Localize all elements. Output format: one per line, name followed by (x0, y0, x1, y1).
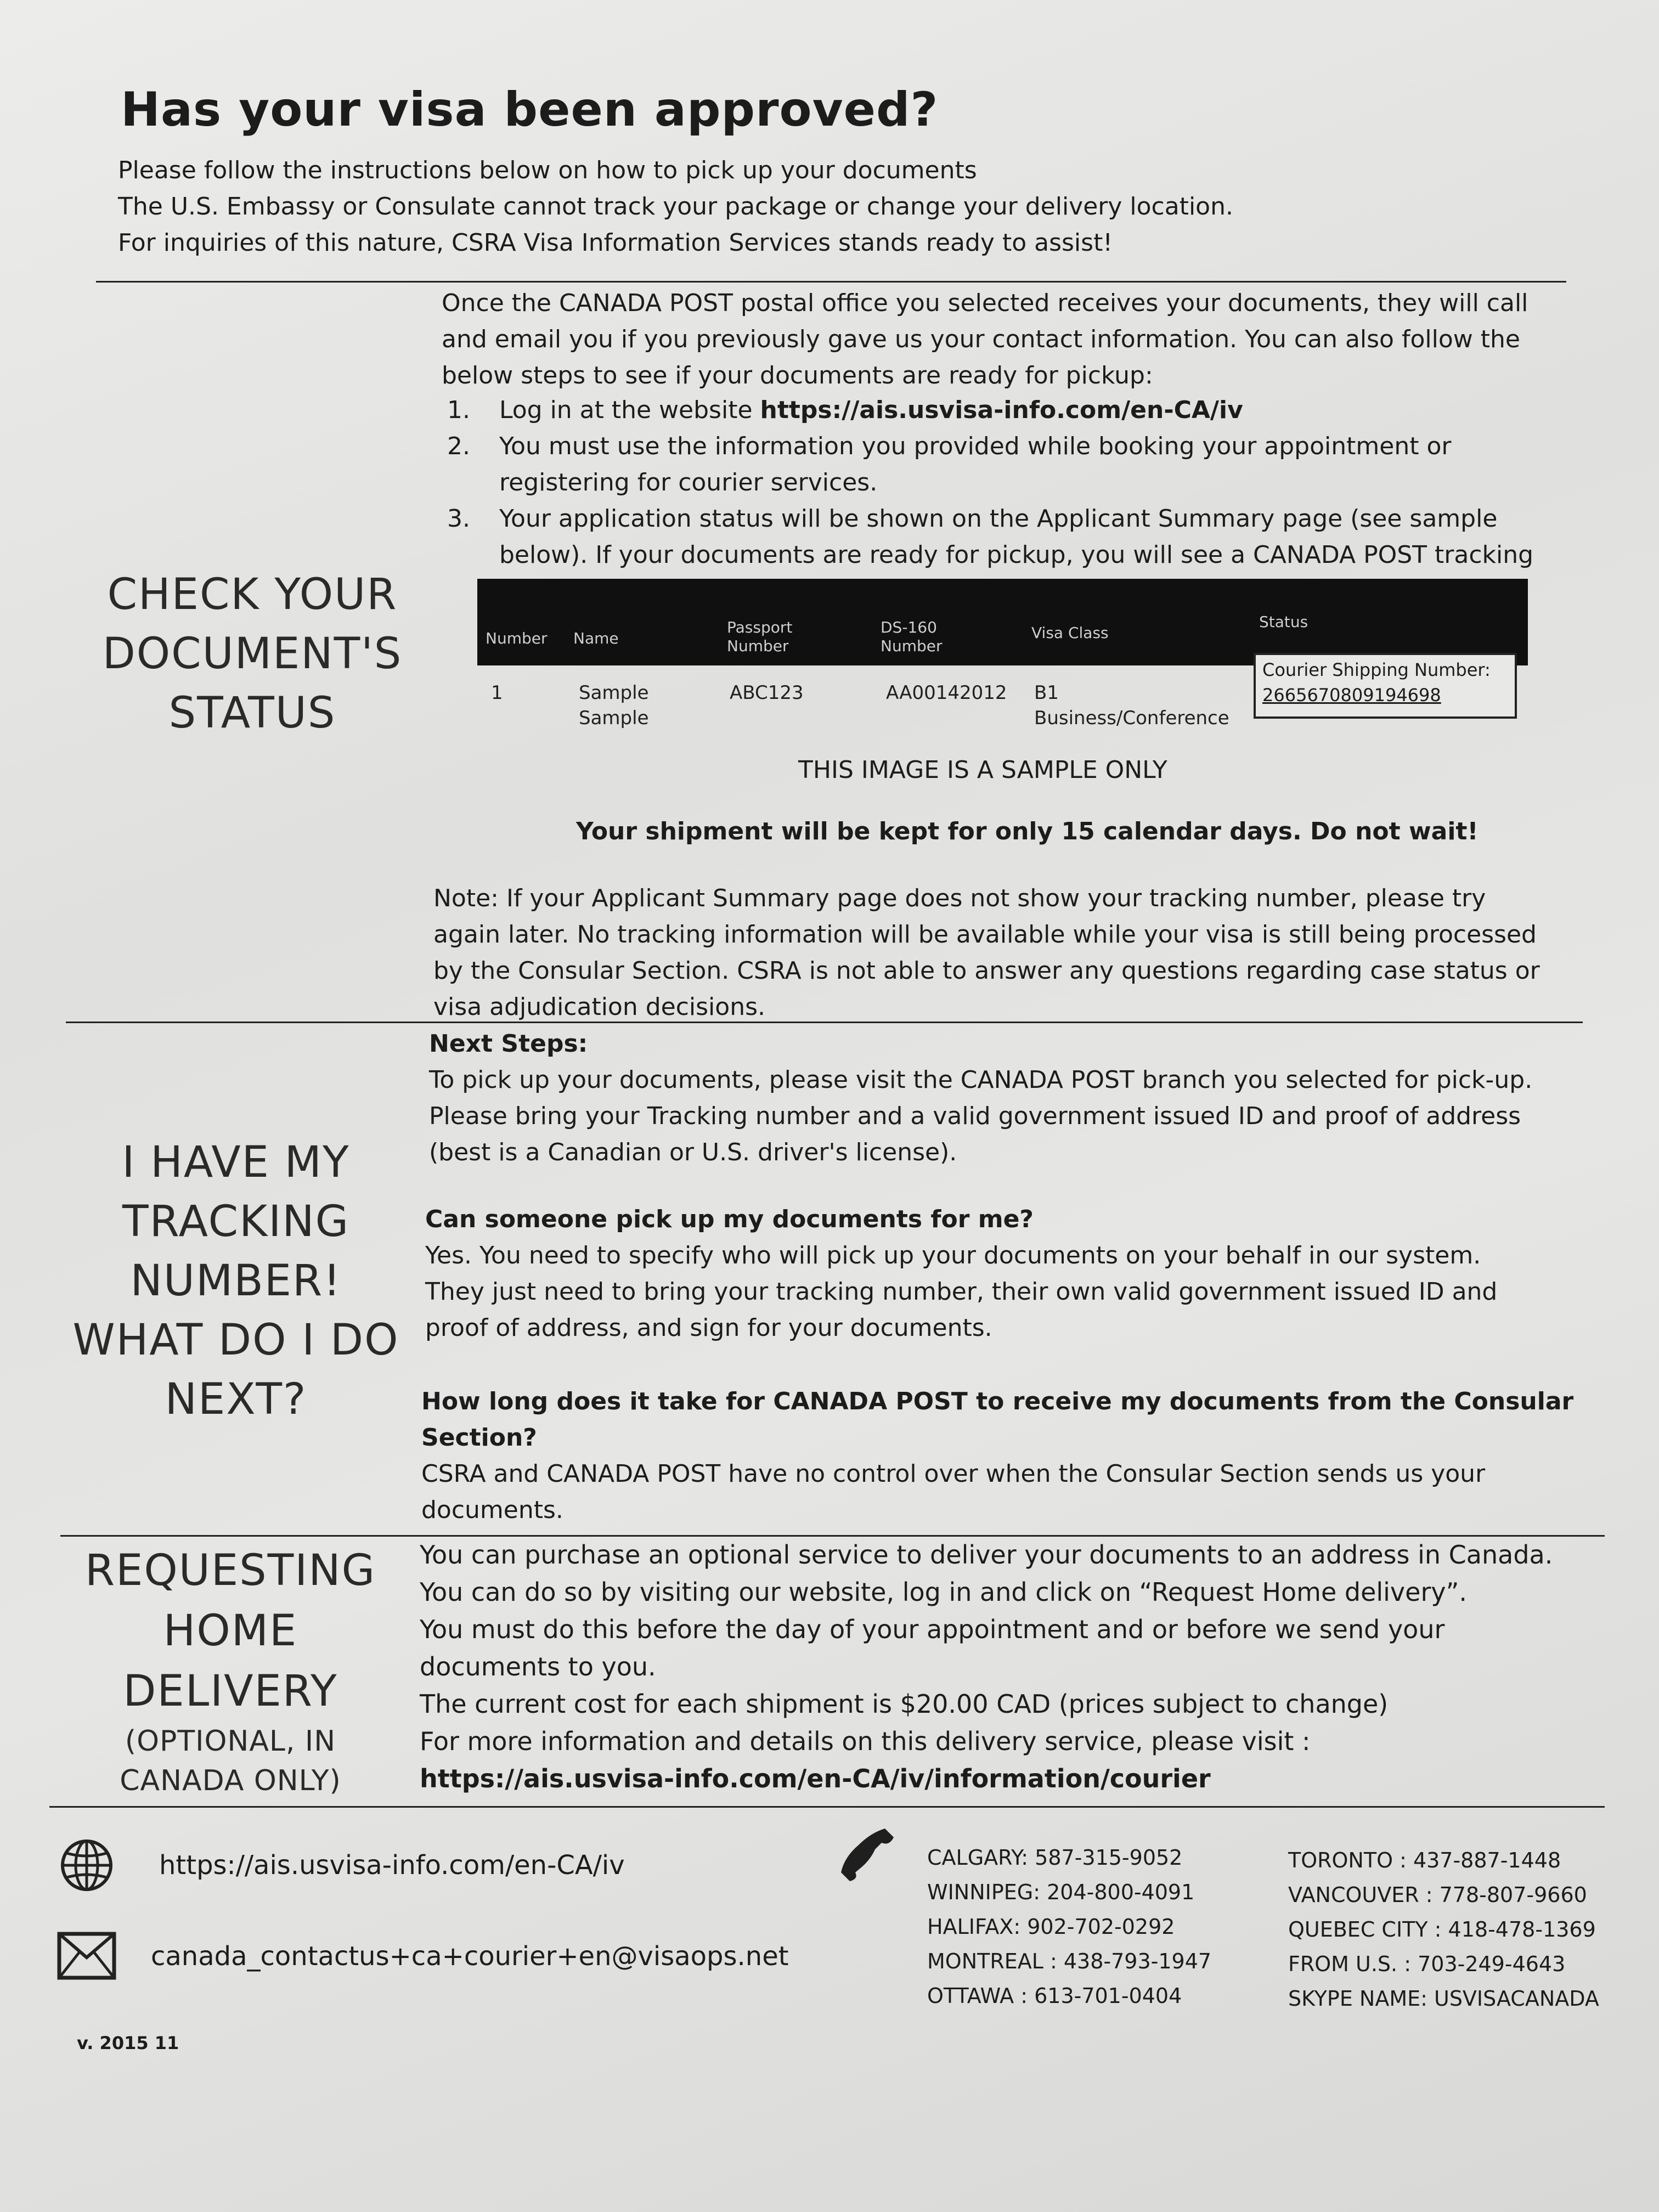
page-title: Has your visa been approved? (121, 82, 939, 137)
check-status-paragraph: Once the CANADA POST postal office you selected receives your documents, they will call and email you if you previously gave us your contact information. You can also follow the below steps to see if your documents are ready for pickup: (442, 289, 1528, 390)
contact-line: QUEBEC CITY : 418-478-1369 (1288, 1917, 1596, 1942)
contact-line: VANCOUVER : 778-807-9660 (1288, 1883, 1587, 1907)
faq-question: How long does it take for CANADA POST to receive my documents from the Consular (421, 1387, 1574, 1415)
contact-line: HALIFAX: 902-702-0292 (927, 1915, 1175, 1939)
home-delivery-heading: REQUESTING HOME DELIVERY (OPTIONAL, IN CANADA ONLY) (84, 1546, 376, 1797)
step-1: 1. Log in at the website https://ais.usvisa-info.com/en-CA/iv (447, 396, 1243, 424)
courier-info-link[interactable]: https://ais.usvisa-info.com/en-CA/iv/information/courier (420, 1764, 1211, 1793)
cell-number: 1 (491, 682, 503, 704)
tracking-heading: I HAVE MY TRACKING NUMBER! WHAT DO I DO NEXT? (72, 1138, 399, 1424)
website-link: https://ais.usvisa-info.com/en-CA/iv (760, 396, 1243, 424)
intro-block (118, 153, 1233, 261)
col-header: DS-160 Number (881, 618, 943, 655)
contact-line: MONTREAL : 438-793-1947 (927, 1949, 1212, 1973)
faq-question: Section? (421, 1424, 537, 1452)
contacts-left (927, 1841, 1211, 2013)
sample-status-table (477, 579, 1528, 743)
courier-label: Courier Shipping Number: (1262, 659, 1491, 680)
contact-line: OTTAWA : 613-701-0404 (927, 1984, 1182, 2008)
cell-name: Sample Sample (579, 682, 649, 729)
section-divider (96, 281, 1566, 283)
col-header: Name (573, 629, 619, 647)
version-label: v. 2015 11 (77, 2033, 179, 2053)
col-header: Number (486, 629, 548, 647)
home-delivery-text: You can purchase an optional service to deliver your documents to an address in Canada. You can do so by visiting our website, log in and click on “Request Home delivery”. You must do this before the day of your appointment and or before we send your documents to you. The current cost for each shipment is $20.00 CAD (prices subject to change) For more information and details on this delivery service, please visit : https://ais.usvisa-info.com/en-CA/iv/information/courier (420, 1536, 1553, 1797)
step-3: 3. Your application status will be shown on the Applicant Summary page (see sample below). If your documents are ready for pickup, you will see a CANADA POST tracking (447, 505, 1534, 569)
faq-timing: How long does it take for CANADA POST to receive my documents from the Consular Section? CSRA and CANADA POST have no control over when the Consular Section sends us your documents. (421, 1384, 1573, 1528)
section-divider (49, 1806, 1605, 1808)
step-2: 2. You must use the information you provided while booking your appointment or registering for courier services. (447, 432, 1452, 496)
contacts-right (1288, 1843, 1599, 2016)
contact-line: WINNIPEG: 204-800-4091 (927, 1880, 1195, 1904)
contact-line: SKYPE NAME: USVISACANADA (1288, 1987, 1599, 2011)
phone-icon (837, 1824, 897, 1884)
faq-question: Can someone pick up my documents for me? (425, 1205, 1034, 1233)
steps-list (447, 392, 1533, 610)
intro-line: The U.S. Embassy or Consulate cannot track your package or change your delivery location. (118, 193, 1233, 221)
cell-passport: ABC123 (730, 682, 804, 704)
warning-text: Your shipment will be kept for only 15 calendar days. Do not wait! (576, 817, 1479, 845)
sample-note: THIS IMAGE IS A SAMPLE ONLY (798, 756, 1167, 784)
tracking-note: Note: If your Applicant Summary page does not show your tracking number, please try again later. No tracking information will be available while your visa is still being processed by the Consular Section. CSRA is not able to answer any questions regarding case status or visa adjudication decisions. (433, 884, 1540, 1021)
intro-line: For inquiries of this nature, CSRA Visa Information Services stands ready to assist! (118, 229, 1113, 257)
next-steps-title: Next Steps: (429, 1030, 588, 1058)
courier-number: 2665670809194698 (1262, 685, 1441, 706)
contact-line: TORONTO : 437-887-1448 (1288, 1848, 1561, 1872)
contact-line: CALGARY: 587-315-9052 (927, 1846, 1183, 1870)
contact-line: FROM U.S. : 703-249-4643 (1288, 1952, 1566, 1976)
check-status-heading: CHECK YOUR DOCUMENT'S STATUS (102, 570, 403, 738)
cell-visa-class: B1 Business/Conference (1034, 682, 1229, 729)
courier-shipping-box (1254, 653, 1517, 719)
next-steps-block: Next Steps: To pick up your documents, please visit the CANADA POST branch you selected for pick-up. Please bring your Tracking number and a valid government issued ID and proof of address (best is a Canadian or U.S. driver's license). (429, 1026, 1532, 1171)
footer-email-link[interactable]: canada_contactus+ca+courier+en@visaops.net (151, 1941, 789, 1972)
section-divider (66, 1022, 1583, 1023)
footer-website-link[interactable]: https://ais.usvisa-info.com/en-CA/iv (159, 1850, 625, 1881)
cell-ds160: AA00142012 (886, 682, 1007, 704)
globe-icon (59, 1838, 114, 1893)
col-header: Visa Class (1031, 624, 1109, 642)
faq-pickup: Can someone pick up my documents for me? Yes. You need to specify who will pick up your documents on your behalf in our system. They just need to bring your tracking number, their own valid government issued ID and proof of address, and sign for your documents. (425, 1201, 1497, 1346)
envelope-icon (57, 1931, 117, 1980)
col-header: Status (1259, 613, 1308, 631)
intro-line: Please follow the instructions below on how to pick up your documents (118, 156, 977, 184)
col-header: Passport Number (727, 618, 793, 655)
